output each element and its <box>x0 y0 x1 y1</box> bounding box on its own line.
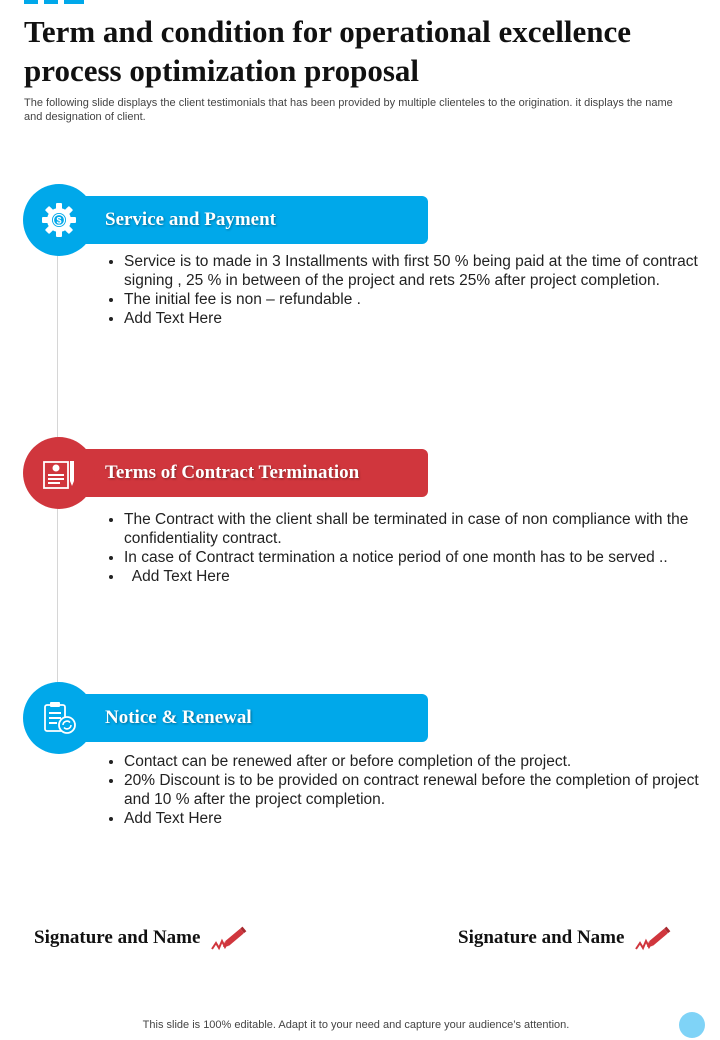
bullet-item: • The Contract with the client shall be terminated in case of non compliance with the confidentiality contract. <box>124 510 710 548</box>
page-subtitle: The following slide displays the client testimonials that has been provided by multiple clienteles to the origination. it displays the name and designation of client. <box>24 97 673 123</box>
bullet-item: • Add Text Here <box>124 809 710 828</box>
section-heading: Notice & Renewal <box>105 707 252 728</box>
bullet-item: • Add Text Here <box>124 309 710 328</box>
gear-dollar-icon <box>23 184 95 256</box>
bullet-item: • In case of Contract termination a notice period of one month has to be served .. <box>124 548 710 567</box>
pen-signature-icon <box>210 922 248 954</box>
pen-signature-icon <box>634 922 672 954</box>
bullet-item: • Service is to made in 3 Installments with first 50 % being paid at the time of contract signing , 25 % in between of the project and rets 25% after project completion. <box>124 252 710 290</box>
svg-text:$: $ <box>56 215 62 226</box>
bullet-item: • Add Text Here <box>124 567 710 586</box>
signature-label: Signature and Name <box>458 927 625 948</box>
section-header-contract-termination <box>60 449 428 497</box>
bullet-item: • Contact can be renewed after or before completion of the project. <box>124 752 710 771</box>
bullet-item: • 20% Discount is to be provided on contract renewal before the completion of project and 10 % after the project completion. <box>124 771 710 809</box>
section-bullets-notice-renewal <box>106 752 710 828</box>
signature-left <box>34 922 248 954</box>
signature-label: Signature and Name <box>34 927 201 948</box>
section-bullets-contract-termination <box>106 510 710 586</box>
bullet-item: • The initial fee is non – refundable . <box>124 290 710 309</box>
section-header-notice-renewal <box>60 694 428 742</box>
section-bullets-service-payment <box>106 252 710 328</box>
signature-right <box>458 922 672 954</box>
section-heading: Service and Payment <box>105 209 276 230</box>
section-heading: Terms of Contract Termination <box>105 462 360 483</box>
decorative-dot <box>679 1012 705 1038</box>
clipboard-renewal-icon <box>23 682 95 754</box>
page-title: Term and condition for operational excellence process optimization proposal <box>24 14 632 88</box>
section-header-service-payment <box>60 196 428 244</box>
certificate-icon <box>23 437 95 509</box>
footer-note: This slide is 100% editable. Adapt it to your need and capture your audience’s attention. <box>142 1019 570 1031</box>
